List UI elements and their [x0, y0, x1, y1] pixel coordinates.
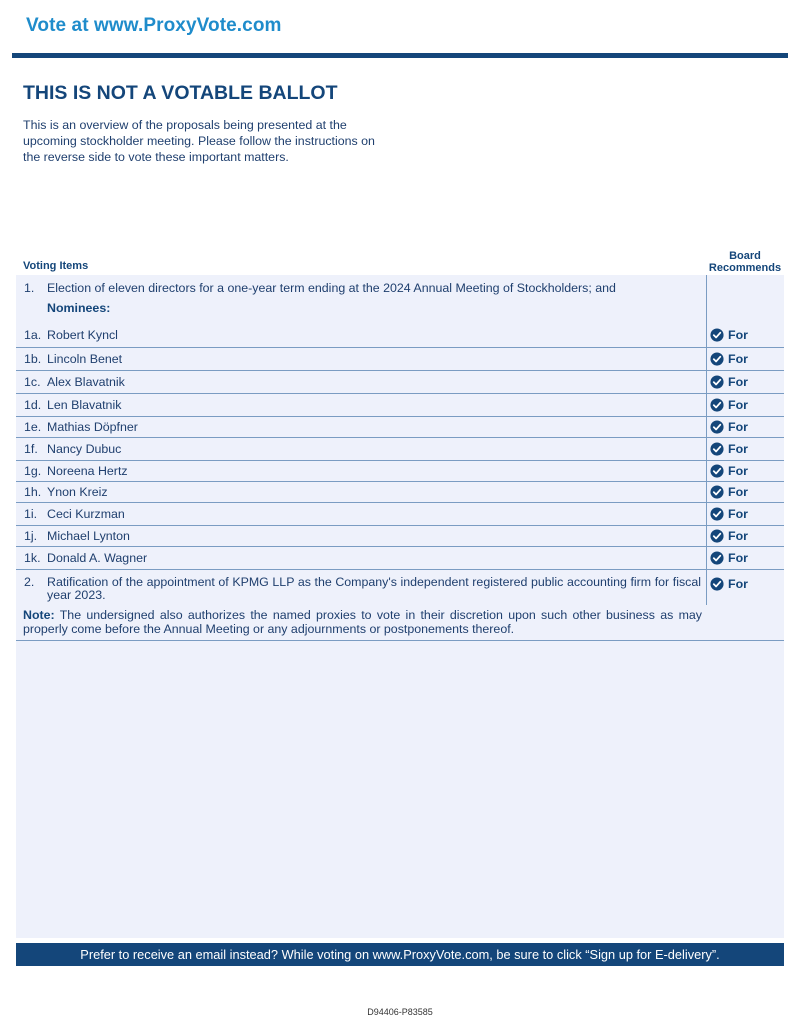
nominee-name: Nancy Dubuc: [47, 442, 122, 456]
check-circle-icon: [710, 442, 724, 456]
nominee-row: [16, 323, 784, 348]
recommends-header-line: Recommends: [708, 262, 782, 274]
board-header-line: Board: [729, 250, 761, 262]
nominee-name: Ynon Kreiz: [47, 485, 108, 499]
intro-text: [23, 117, 403, 165]
nominees-label: Nominees:: [47, 301, 111, 315]
nominee-name: Ceci Kurzman: [47, 507, 125, 521]
check-circle-icon: [710, 375, 724, 389]
nominee-row: [16, 438, 784, 461]
nominee-row: [16, 503, 784, 526]
nominee-row: [16, 394, 784, 417]
note-row: [16, 605, 784, 641]
nominee-row: [16, 482, 784, 503]
check-circle-icon: [710, 577, 724, 591]
nominee-name: Len Blavatnik: [47, 398, 122, 412]
intro-line: upcoming stockholder meeting. Please follow the instructions on: [23, 134, 375, 148]
recommendation-for: [710, 442, 748, 456]
recommendation-label: For: [728, 464, 748, 478]
recommendation-label: For: [728, 577, 748, 591]
recommendation-for: [710, 328, 748, 342]
nominee-number: 1k.: [24, 551, 41, 565]
nominee-row: [16, 371, 784, 394]
table-header: [16, 246, 784, 275]
recommendation-for: [710, 464, 748, 478]
check-circle-icon: [710, 529, 724, 543]
recommendation-for: [710, 352, 748, 366]
check-circle-icon: [710, 485, 724, 499]
check-circle-icon: [710, 328, 724, 342]
intro-line: the reverse side to vote these important matters.: [23, 150, 289, 164]
recommendation-for: [710, 577, 748, 591]
blank-panel: [16, 641, 784, 938]
nominee-name: Mathias Döpfner: [47, 420, 138, 434]
proposal-number: 1.: [24, 281, 35, 295]
check-circle-icon: [710, 352, 724, 366]
nominee-number: 1d.: [24, 398, 42, 412]
check-circle-icon: [710, 398, 724, 412]
recommendation-label: For: [728, 507, 748, 521]
nominee-row: [16, 417, 784, 438]
nominee-number: 1b.: [24, 352, 42, 366]
note-body: The undersigned also authorizes the named proxies to vote in their discretion upon such other business as may properly come before the Annual Meeting or any adjournments or postponements thereof.: [23, 608, 702, 636]
recommendation-for: [710, 375, 748, 389]
recommendation-label: For: [728, 442, 748, 456]
nominee-number: 1f.: [24, 442, 38, 456]
proposal-text: Election of eleven directors for a one-year term ending at the 2024 Annual Meeting of Stockholders; and: [47, 281, 616, 295]
recommendation-label: For: [728, 375, 748, 389]
nominee-number: 1g.: [24, 464, 42, 478]
note-label: Note:: [23, 608, 55, 622]
recommendation-label: For: [728, 328, 748, 342]
recommendation-label: For: [728, 420, 748, 434]
check-circle-icon: [710, 420, 724, 434]
nominee-number: 1c.: [24, 375, 41, 389]
board-recommends-header: [706, 250, 784, 274]
nominee-row: [16, 547, 784, 570]
check-circle-icon: [710, 507, 724, 521]
recommendation-label: For: [728, 529, 748, 543]
recommendation-for: [710, 398, 748, 412]
nominee-row: [16, 461, 784, 482]
nominee-name: Alex Blavatnik: [47, 375, 125, 389]
recommendation-for: [710, 507, 748, 521]
header-rule: [12, 53, 788, 58]
nominee-name: Lincoln Benet: [47, 352, 123, 366]
recommendation-for: [710, 529, 748, 543]
nominee-number: 1e.: [24, 420, 42, 434]
proxyvote-brand-link[interactable]: Vote at www.ProxyVote.com: [26, 15, 282, 36]
recommendation-for: [710, 420, 748, 434]
nominee-number: 1i.: [24, 507, 38, 521]
nominee-row: [16, 526, 784, 547]
e-delivery-banner: Prefer to receive an email instead? While voting on www.ProxyVote.com, be sure to click “Sign up for E-delivery”.: [16, 943, 784, 966]
recommendation-for: [710, 485, 748, 499]
recommendation-label: For: [728, 551, 748, 565]
proposal-number: 2.: [24, 575, 35, 589]
nominee-name: Noreena Hertz: [47, 464, 128, 478]
nominee-number: 1a.: [24, 328, 42, 342]
document-code: D94406-P83585: [367, 1007, 433, 1017]
nominee-name: Robert Kyncl: [47, 328, 118, 342]
nominee-name: Michael Lynton: [47, 529, 130, 543]
proposal-1-row: [16, 275, 784, 323]
note-text: [23, 608, 702, 636]
recommendation-for: [710, 551, 748, 565]
recommendation-label: For: [728, 485, 748, 499]
voting-items-table: [16, 246, 784, 670]
nominee-number: 1j.: [24, 529, 38, 543]
check-circle-icon: [710, 464, 724, 478]
recommendation-label: For: [728, 352, 748, 366]
check-circle-icon: [710, 551, 724, 565]
intro-line: This is an overview of the proposals being presented at the: [23, 118, 347, 132]
nominee-name: Donald A. Wagner: [47, 551, 148, 565]
page-title: THIS IS NOT A VOTABLE BALLOT: [23, 82, 338, 104]
proposal-text: Ratification of the appointment of KPMG LLP as the Company's independent registered public accounting firm for fiscal year 2023.: [47, 575, 701, 602]
nominee-row: [16, 348, 784, 371]
nominee-number: 1h.: [24, 485, 42, 499]
recommendation-label: For: [728, 398, 748, 412]
voting-items-header: Voting Items: [23, 260, 89, 272]
